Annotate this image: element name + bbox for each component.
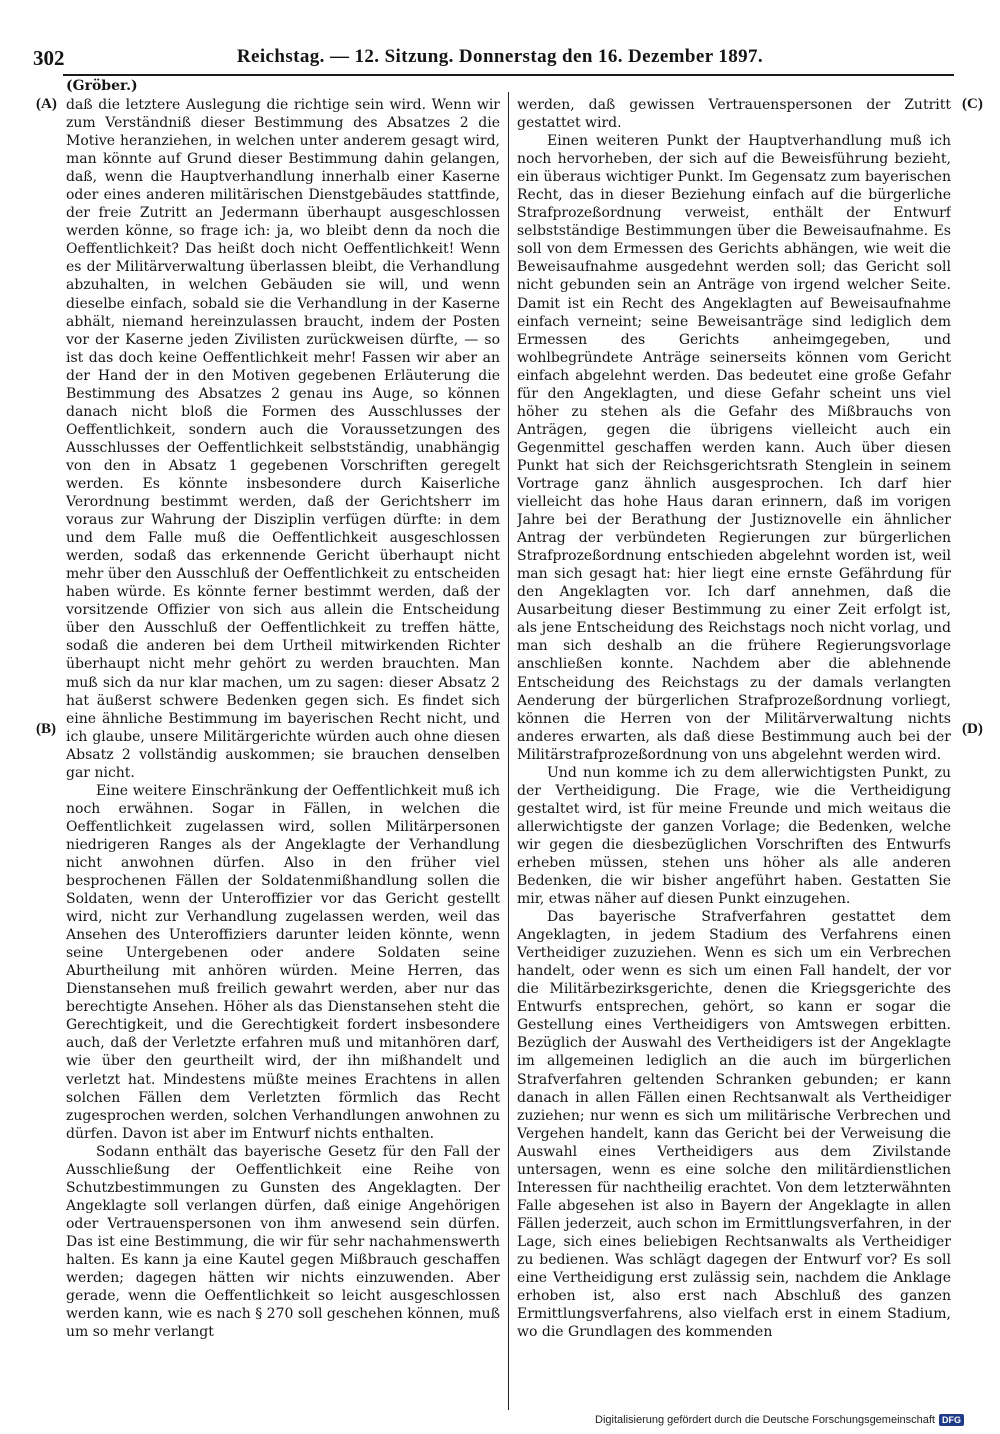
paragraph: Sodann enthält das bayerische Gesetz für den Fall der Ausschließung der Oeffentlichkeit eine Reihe von Schutzbestimmungen zu Gunsten des Angeklagten. Der Angeklagte soll verlangen dürfen, daß einige Angehörigen oder Vertrauenspersonen von ihm anwesend sein dürfen. Das ist eine Bestimmung, die wir für sehr nachahmenswerth halten. Es kann ja eine Kautel gegen Mißbrauch geschaffen werden; dagegen hätten wir nichts einzuwenden. Aber gerade, wenn die Oeffentlichkeit so leicht ausgeschlossen werden kann, wie es nach § 270 soll geschehen können, muß um so mehr verlangt [66, 1143, 500, 1341]
paragraph: Eine weitere Einschränkung der Oeffentlichkeit muß ich noch erwähnen. Sogar in Fällen, in welchen die Oeffentlichkeit zugelassen wird, sollen Militärpersonen niedrigeren Ranges als der Angeklagte der Verhandlung nicht anwohnen dürfen. Also in den früher viel besprochenen Fällen der Soldatenmißhandlung sollen die Soldaten, wenn der Unteroffizier vor das Gericht gestellt wird, nicht zur Verhandlung zugelassen werden, weil das Ansehen des Unteroffiziers darunter leiden könnte, wenn seine Untergebenen oder andere Soldaten seine Aburtheilung mit anhören würden. Meine Herren, das Dienstansehen muß freilich gewahrt werden, aber nur das berechtigte Ansehen. Höher als das Dienstansehen steht die Gerechtigkeit, und die Gerechtigkeit fordert insbesondere auch, daß der Verletzte erfahren muß und mitanhören darf, wie über den geurtheilt wird, der ihn mißhandelt und verletzt hat. Mindestens müßte meines Erachtens in allen solchen Fällen dem Verletzten förmlich das Recht zugesprochen werden, solchen Verhandlungen anwohnen zu dürfen. Davon ist aber im Entwurf nichts enthalten. [66, 782, 500, 1142]
column-divider [508, 92, 509, 1410]
running-head: Reichstag. — 12. Sitzung. Donnerstag den 16. Dezember 1897. [236, 46, 764, 67]
dfg-logo: DFG [939, 1414, 964, 1426]
margin-mark-b: (B) [36, 721, 56, 737]
left-column [66, 96, 500, 1408]
margin-mark-d: (D) [962, 721, 983, 737]
footer-text: Digitalisierung gefördert durch die Deutsche Forschungsgemeinschaft [595, 1414, 935, 1426]
paragraph: Das bayerische Strafverfahren gestattet dem Angeklagten, in jedem Stadium des Verfahrens einen Vertheidiger zuzuziehen. Wenn es sich um ein Verbrechen handelt, oder wenn es sich um einen Fall handelt, der vor die Militärbezirksgerichte, denen die Kriegsgerichte des Entwurfs entsprechen, gehört, so kann er sogar die Gestellung eines Vertheidigers von Amtswegen erbitten. Bezüglich der Auswahl des Vertheidigers ist der Angeklagte im allgemeinen lediglich an die auch im bürgerlichen Strafverfahren geltenden Schranken gebunden; er kann danach in allen Fällen einen Rechtsanwalt als Vertheidiger zuziehen; nur wenn es sich um militärische Verbrechen und Vergehen handelt, kann das Gericht bei der Verweisung die Auswahl eines Vertheidigers aus dem Zivilstande untersagen, wenn es eine solche den militärdienstlichen Interessen für nachtheilig erachtet. Von dem letzterwähnten Falle abgesehen ist also in Bayern der Angeklagte in allen Fällen jederzeit, auch schon im Ermittlungsverfahren, in der Lage, sich eines beliebigen Rechtsanwalts als Vertheidiger zu bedienen. Was schlägt dagegen der Entwurf vor? Es soll eine Vertheidigung erst zulässig sein, nachdem die Anklage erhoben ist, also erst nach Abschluß des ganzen Ermittlungsverfahrens, also vielfach erst in einem Stadium, wo die Grundlagen des kommenden [517, 909, 951, 1341]
paragraph: daß die letztere Auslegung die richtige sein wird. Wenn wir zum Verständniß dieser Bestimmung des Absatzes 2 die Motive heranziehen, in welchen unter anderem gesagt wird, man könnte auf Grund dieser Bestimmung dahin gelangen, daß, wenn die Hauptverhandlung innerhalb einer Kaserne oder eines anderen militärischen Dienstgebäudes stattfinde, der freie Zutritt an Jedermann überhaupt ausgeschlossen werden könne, so frage ich: ja, wo bleibt denn da noch die Oeffentlichkeit? Das heißt doch nicht Oeffentlichkeit! Wenn es der Militärverwaltung überlassen bleibt, die Verhandlung abzuhalten, in welchen Gebäuden sie will, und wenn dieselbe einfach, sobald sie die Verhandlung in der Kaserne abhält, niemand hereinzulassen braucht, indem der Posten vor der Kaserne jeden Zivilisten zurückweisen dürfte, — so ist das doch keine Oeffentlichkeit mehr! Fassen wir aber an der Hand der in den Motiven gegebenen Erläuterung die Bestimmung des Absatzes 2 genau ins Auge, so können danach nicht bloß die Formen des Ausschlusses der Oeffentlichkeit, sondern auch die Voraussetzungen des Ausschlusses der Oeffentlichkeit selbstständig, unabhängig von den in Absatz 1 gegebenen Vorschriften geregelt werden. Es könnte insbesondere durch Kaiserliche Verordnung bestimmt werden, daß der Gerichtsherr im voraus zur Wahrung der Disziplin verfügen dürfte: in dem und dem Falle muß die Oeffentlichkeit ausgeschlossen werden, sodaß das erkennende Gericht überhaupt nicht mehr über den Ausschluß der Oeffentlichkeit zu entscheiden haben würde. Es könnte ferner bestimmt werden, daß der vorsitzende Offizier von sich aus allein die Entscheidung über den Ausschluß der Oeffentlichkeit zu treffen hätte, sodaß die anderen bei dem Urtheil mitwirkenden Richter überhaupt nicht mehr gehört zu werden brauchten. Man muß sich da nur klar machen, um zu sagen: dieser Absatz 2 hat äußerst schwere Bedenken gegen sich. Es findet sich eine ähnliche Bestimmung im bayerischen Recht nicht, und ich glaube, unsere Militärgerichte würden auch ohne diesen Absatz 2 vollständig auskommen; sie brauchen denselben gar nicht. [66, 97, 500, 781]
paragraph: Und nun komme ich zu dem allerwichtigsten Punkt, zu der Vertheidigung. Die Frage, wie die Vertheidigung gestaltet wird, ist für meine Freunde und mich weitaus die allerwichtigste der ganzen Vorlage; die Bedenken, welche wir gegen die diesbezüglichen Vorschriften des Entwurfs erheben müssen, stehen uns höher als alle anderen Bedenken, die wir bisher angeführt haben. Gestatten Sie mir, etwas näher auf diesen Punkt einzugehen. [517, 764, 951, 908]
paragraph: Einen weiteren Punkt der Hauptverhandlung muß ich noch hervorheben, der sich auf die Beweisführung bezieht, ein überaus wichtiger Punkt. Im Gegensatz zum bayerischen Recht, das in dieser Beziehung einfach auf die bürgerliche Strafprozeßordnung verweist, enthält der Entwurf selbstständige Bestimmungen über die Beweisaufnahme. Es soll von dem Ermessen des Gerichts abhängen, wie weit die Beweisaufnahme ausgedehnt werden soll; das Gericht soll nicht gebunden sein an Anträge von irgend welcher Seite. Damit ist ein Recht des Angeklagten auf Beweisaufnahme einfach verneint; seine Beweisanträge sind lediglich dem Ermessen des Gerichts anheimgegeben, und wohlbegründete Anträge seinerseits können vom Gericht einfach abgelehnt werden. Das bedeutet eine große Gefahr für den Angeklagten, und diese Gefahr scheint uns viel höher zu stehen als die Gefahr des Mißbrauchs von Anträgen, gegen die übrigens vielleicht auch ein Gegenmittel geschaffen werden kann. Auch über diesen Punkt hat sich der Reichsgerichtsrath Stenglein in seinem Vortrage ganz ähnlich ausgesprochen. Ich darf hier vielleicht das hohe Haus daran erinnern, daß im vorigen Jahre bei der Berathung der Justiznovelle ein ähnlicher Antrag der verbündeten Regierungen zur bürgerlichen Strafprozeßordnung entschieden abgelehnt worden ist, weil man sich gesagt hat: hier liegt eine ernste Gefährdung für den Angeklagten vor. Ich darf annehmen, daß die Ausarbeitung dieser Bestimmung zu einer Zeit erfolgt ist, als jene Entscheidung des Reichstags noch nicht vorlag, und man sich deshalb an die frühere Regierungsvorlage anschließen konnte. Nachdem aber die ablehnende Entscheidung des Reichstags zu der damals verlangten Aenderung der bürgerlichen Strafprozeßordnung vorliegt, können die Herren von der Militärverwaltung nichts anderes erwarten, als daß diese Bestimmung auch bei der Militärstrafprozeßordnung von uns abgelehnt werden wird. [517, 133, 951, 763]
margin-mark-a: (A) [36, 96, 57, 112]
paragraph: werden, daß gewissen Vertrauenspersonen der Zutritt gestattet wird. [517, 97, 951, 132]
header-rule [63, 74, 954, 76]
footer [595, 1414, 964, 1426]
speaker-name: (Gröber.) [66, 78, 138, 94]
page-number: 302 [33, 46, 65, 70]
margin-mark-c: (C) [962, 96, 983, 112]
right-column [517, 96, 951, 1408]
